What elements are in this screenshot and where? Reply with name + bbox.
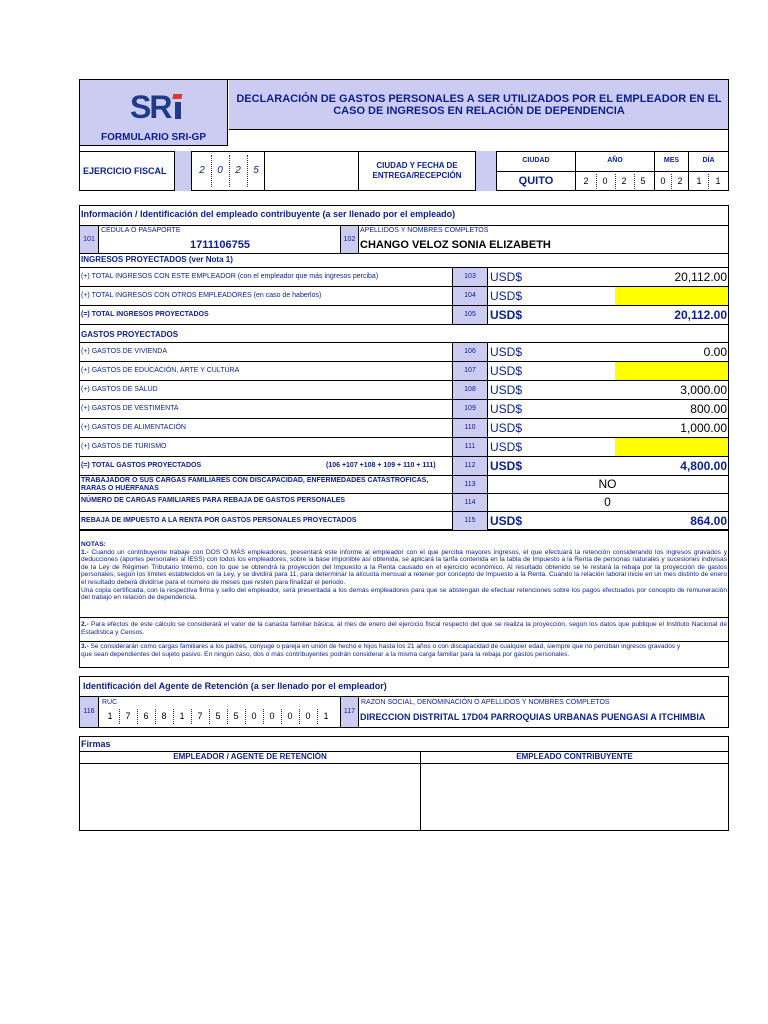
fiscal-digit: 0 <box>217 165 223 176</box>
ruc-code: 116 <box>80 697 99 727</box>
row-currency: USD$ <box>490 289 523 303</box>
fiscal-year-digits[interactable] <box>193 151 265 191</box>
ruc-digit: 1 <box>179 711 185 721</box>
ruc-digit: 5 <box>215 711 221 721</box>
employee-signature-area[interactable] <box>421 764 727 830</box>
row-code: 103 <box>452 268 488 286</box>
date-month-digits[interactable] <box>655 172 688 191</box>
date-digit: 2 <box>621 176 627 186</box>
ruc-digit: 0 <box>269 711 275 721</box>
fiscal-digit: 2 <box>199 165 205 176</box>
ruc-label: RUC <box>102 699 118 706</box>
fiscal-year-code-cell <box>174 151 192 191</box>
ingreso-row-103 <box>80 268 728 287</box>
row-currency: USD$ <box>490 383 523 397</box>
rebaja-row <box>80 512 728 530</box>
agent-name-code: 117 <box>340 697 359 727</box>
ruc-digit: 7 <box>125 711 131 721</box>
disability-row <box>80 476 728 494</box>
date-digit: 2 <box>677 176 683 186</box>
agent-name-value[interactable]: DIRECCION DISTRITAL 17D04 PARROQUIAS URBANAS PUENGASI A ITCHIMBIA <box>360 712 706 722</box>
gasto-row-111 <box>80 438 728 457</box>
row-code: 108 <box>452 381 488 399</box>
row-code: 112 <box>452 457 488 475</box>
ruc-digit: 7 <box>197 711 203 721</box>
signatures-title: Firmas <box>81 739 111 749</box>
note-2 <box>81 621 727 636</box>
ingreso-total-value: 20,112.00 <box>674 308 727 322</box>
month-header: MES <box>663 157 680 164</box>
note-text: Cuando un contribuyente trabaje con DOS O MÁS empleadores, presentará este informe al empleador con el que perciba mayores ingresos, el que efectuará la retención considerando los ingresos gravados y deducciones (aportes personales al IESS) con todos los empleadores, sobre la base imponible así obtenida, se aplicará la tarifa contenida en la tabla de Impuesto a la Renta de personas naturales y sucesiones indivisas de la Ley de Régimen Tributario Interno, con lo que se obtendrá la proyección del Impuesto a la Renta causado en el ejercicio económico. Al resultado obtenido se le restará la rebaja por la proyección de gastos personales, según los límites establecidos en la Ley, y se dividirá para 11, para determinar la alícuota mensual a retener por concepto de Impuesto a la Renta. Cuando la relación laboral inicie en un mes distinto de enero el resultado deberá dividirse para el número de meses que resten para finalizar el periodo. <box>81 548 727 586</box>
row-currency: USD$ <box>490 440 523 454</box>
city-value[interactable]: QUITO <box>518 175 554 187</box>
date-digit: 1 <box>715 176 721 186</box>
city-date-label: CIUDAD Y FECHA DE ENTREGA/RECEPCIÓN <box>372 161 462 180</box>
id-code: 101 <box>80 226 99 253</box>
row-label: (+) TOTAL INGRESOS CON OTROS EMPLEADORES (en caso de haberlos) <box>81 292 322 299</box>
row-label: TRABAJADOR O SUS CARGAS FAMILIARES CON DISCAPACIDAD, ENFERMEDADES CATASTRÓFICAS, RARAS O HUÉRFANAS <box>81 477 429 492</box>
row-code: 110 <box>452 419 488 437</box>
date-year-digits[interactable] <box>576 172 654 191</box>
ingreso-value-field[interactable] <box>615 287 728 305</box>
cargas-input[interactable]: 0 <box>604 495 611 509</box>
sri-logo-icon <box>130 90 190 124</box>
ruc-digit: 6 <box>143 711 149 721</box>
gastos-title: GASTOS PROYECTADOS <box>81 330 179 339</box>
year-header: AÑO <box>607 157 623 164</box>
row-label: (+) GASTOS DE VIVIENDA <box>81 348 168 355</box>
note-1b: Una copia certificada, con la respectiva firma y sello del empleador, será presentada a los demás empleadores para que se abstengan de efectuar retenciones sobre los pagos efectuados por concepto de remuneración del trabajo en relación de dependencia. <box>81 586 727 602</box>
name-code: 102 <box>340 226 359 253</box>
date-digit: 0 <box>602 176 608 186</box>
ruc-digit: 0 <box>305 711 311 721</box>
row-label: (=) TOTAL INGRESOS PROYECTADOS <box>81 311 209 318</box>
city-header: CIUDAD <box>522 157 550 164</box>
ruc-digit: 8 <box>161 711 167 721</box>
gasto-value-field[interactable] <box>615 362 728 380</box>
gasto-row-107 <box>80 362 728 381</box>
ruc-digit: 1 <box>107 711 113 721</box>
gasto-value-field[interactable]: 3,000.00 <box>680 383 727 397</box>
ingreso-row-105 <box>80 306 728 325</box>
ingreso-value-field[interactable]: 20,112.00 <box>674 270 727 284</box>
row-label: NÚMERO DE CARGAS FAMILIARES PARA REBAJA DE GASTOS PERSONALES <box>81 497 346 504</box>
note-number: 3.- <box>81 643 89 650</box>
city-code-cell <box>475 151 497 191</box>
date-digit: 1 <box>696 176 702 186</box>
note-text: que sean dependientes del sujeto pasivo. En ningún caso, dos o más contribuyentes podrán considerar a la misma carga familiar para la rebaja por gastos personales. <box>81 650 570 658</box>
form-name: FORMULARIO SRI-GP <box>80 129 228 146</box>
name-label: APELLIDOS Y NOMBRES COMPLETOS <box>360 227 489 234</box>
ingreso-row-104 <box>80 287 728 306</box>
day-header: DÍA <box>702 157 715 164</box>
rebaja-value: 864.00 <box>690 514 727 528</box>
employer-signature-label: EMPLEADOR / AGENTE DE RETENCIÓN <box>173 752 327 761</box>
date-digit: 2 <box>583 176 589 186</box>
row-label: (+) TOTAL INGRESOS CON ESTE EMPLEADOR (con el empleador que más ingresos perciba) <box>81 273 379 280</box>
row-currency: USD$ <box>490 308 523 322</box>
date-day-digits[interactable] <box>689 172 728 191</box>
name-value[interactable]: CHANGO VELOZ SONIA ELIZABETH <box>360 239 551 251</box>
row-label: (+) GASTOS DE EDUCACIÓN, ARTE Y CULTURA <box>81 367 240 374</box>
row-currency: USD$ <box>490 364 523 378</box>
notes-title: NOTAS: <box>81 541 106 548</box>
employee-signature-label: EMPLEADO CONTRIBUYENTE <box>516 752 633 761</box>
row-code: 115 <box>452 512 488 530</box>
ruc-digit: 0 <box>287 711 293 721</box>
disability-select[interactable]: NO <box>598 477 617 491</box>
row-currency: USD$ <box>490 345 523 359</box>
gasto-value-field[interactable] <box>615 438 728 456</box>
note-3 <box>81 643 727 658</box>
page-title: DECLARACIÓN DE GASTOS PERSONALES A SER UTILIZADOS POR EL EMPLEADOR EN EL CASO DE INGRESOS EN RELACIÓN DE DEPENDENCIA <box>236 93 722 117</box>
gasto-value-field[interactable]: 0.00 <box>703 345 727 359</box>
notes-block <box>81 541 727 602</box>
ruc-digit: 0 <box>251 711 257 721</box>
note-text: Se considerarán como cargas familiares a los padres, conyuge o pareja en unión de hecho e hijos hasta los 21 años o con discapacidad de cualquier edad, siempre que no perciban ingresos gravados y <box>88 643 681 650</box>
gasto-row-106 <box>80 343 728 362</box>
date-digit: 5 <box>640 176 646 186</box>
employer-signature-area[interactable] <box>81 764 419 830</box>
fiscal-digit: 2 <box>235 165 241 176</box>
row-currency: USD$ <box>490 421 523 435</box>
row-label: (+) GASTOS DE SALUD <box>81 386 158 393</box>
fiscal-digit: 5 <box>253 165 259 176</box>
row-code: 105 <box>452 306 488 324</box>
row-currency: USD$ <box>490 270 523 284</box>
row-code: 113 <box>452 476 488 493</box>
row-code: 109 <box>452 400 488 418</box>
id-value[interactable]: 1711106755 <box>190 239 250 251</box>
ingresos-title: INGRESOS PROYECTADOS (ver Nota 1) <box>81 255 233 264</box>
row-code: 106 <box>452 343 488 361</box>
svg-text:SR: SR <box>130 90 171 124</box>
row-label: (=) TOTAL GASTOS PROYECTADOS <box>81 462 202 469</box>
row-currency: USD$ <box>490 459 523 473</box>
gasto-row-108 <box>80 381 728 400</box>
employee-section-title: Información / Identificación del empleado contribuyente (a ser llenado por el empleado) <box>81 209 456 219</box>
row-code: 111 <box>452 438 488 456</box>
gasto-value-field[interactable]: 1,000.00 <box>680 421 727 435</box>
gasto-value-field[interactable]: 800.00 <box>690 402 727 416</box>
ruc-digits[interactable] <box>100 708 340 726</box>
row-label: (+) GASTOS DE TURISMO <box>81 443 167 450</box>
gasto-total-value: 4,800.00 <box>680 459 727 473</box>
note-number: 2.- <box>81 621 89 628</box>
row-currency: USD$ <box>490 514 523 528</box>
note-text: Para efectos de este cálculo se considerará el valor de la canasta familiar básica, al mes de enero del ejercicio fiscal respecto del que se realiza la proyección, según los datos que publique el Instituto Nacional de Estadística y Censos. <box>81 621 727 636</box>
row-code: 114 <box>452 494 488 511</box>
row-label: (+) GASTOS DE VESTIMENTA <box>81 405 179 412</box>
id-label: CÉDULA O PASAPORTE <box>101 227 181 234</box>
agent-name-label: RAZON SOCIAL, DENOMINACIÓN O APELLIDOS Y NOMBRES COMPLETOS <box>361 699 610 706</box>
row-code: 104 <box>452 287 488 305</box>
agent-section-title: Identificación del Agente de Retención (a ser llenado por el empleador) <box>83 681 387 691</box>
fiscal-year-label: EJERCICIO FISCAL <box>83 166 167 176</box>
row-label: REBAJA DE IMPUESTO A LA RENTA POR GASTOS PERSONALES PROYECTADOS <box>81 517 357 524</box>
gasto-row-110 <box>80 419 728 438</box>
gasto-row-109 <box>80 400 728 419</box>
gasto-row-112 <box>80 457 728 476</box>
note-1 <box>81 549 727 587</box>
total-formula: (106 +107 +108 + 109 + 110 + 111) <box>326 462 436 469</box>
ruc-digit: 1 <box>323 711 329 721</box>
note-number: 1.- <box>81 548 89 556</box>
ruc-digit: 5 <box>233 711 239 721</box>
date-digit: 0 <box>660 176 666 186</box>
row-label: (+) GASTOS DE ALIMENTACIÓN <box>81 424 186 431</box>
row-code: 107 <box>452 362 488 380</box>
cargas-row <box>80 494 728 512</box>
row-currency: USD$ <box>490 402 523 416</box>
